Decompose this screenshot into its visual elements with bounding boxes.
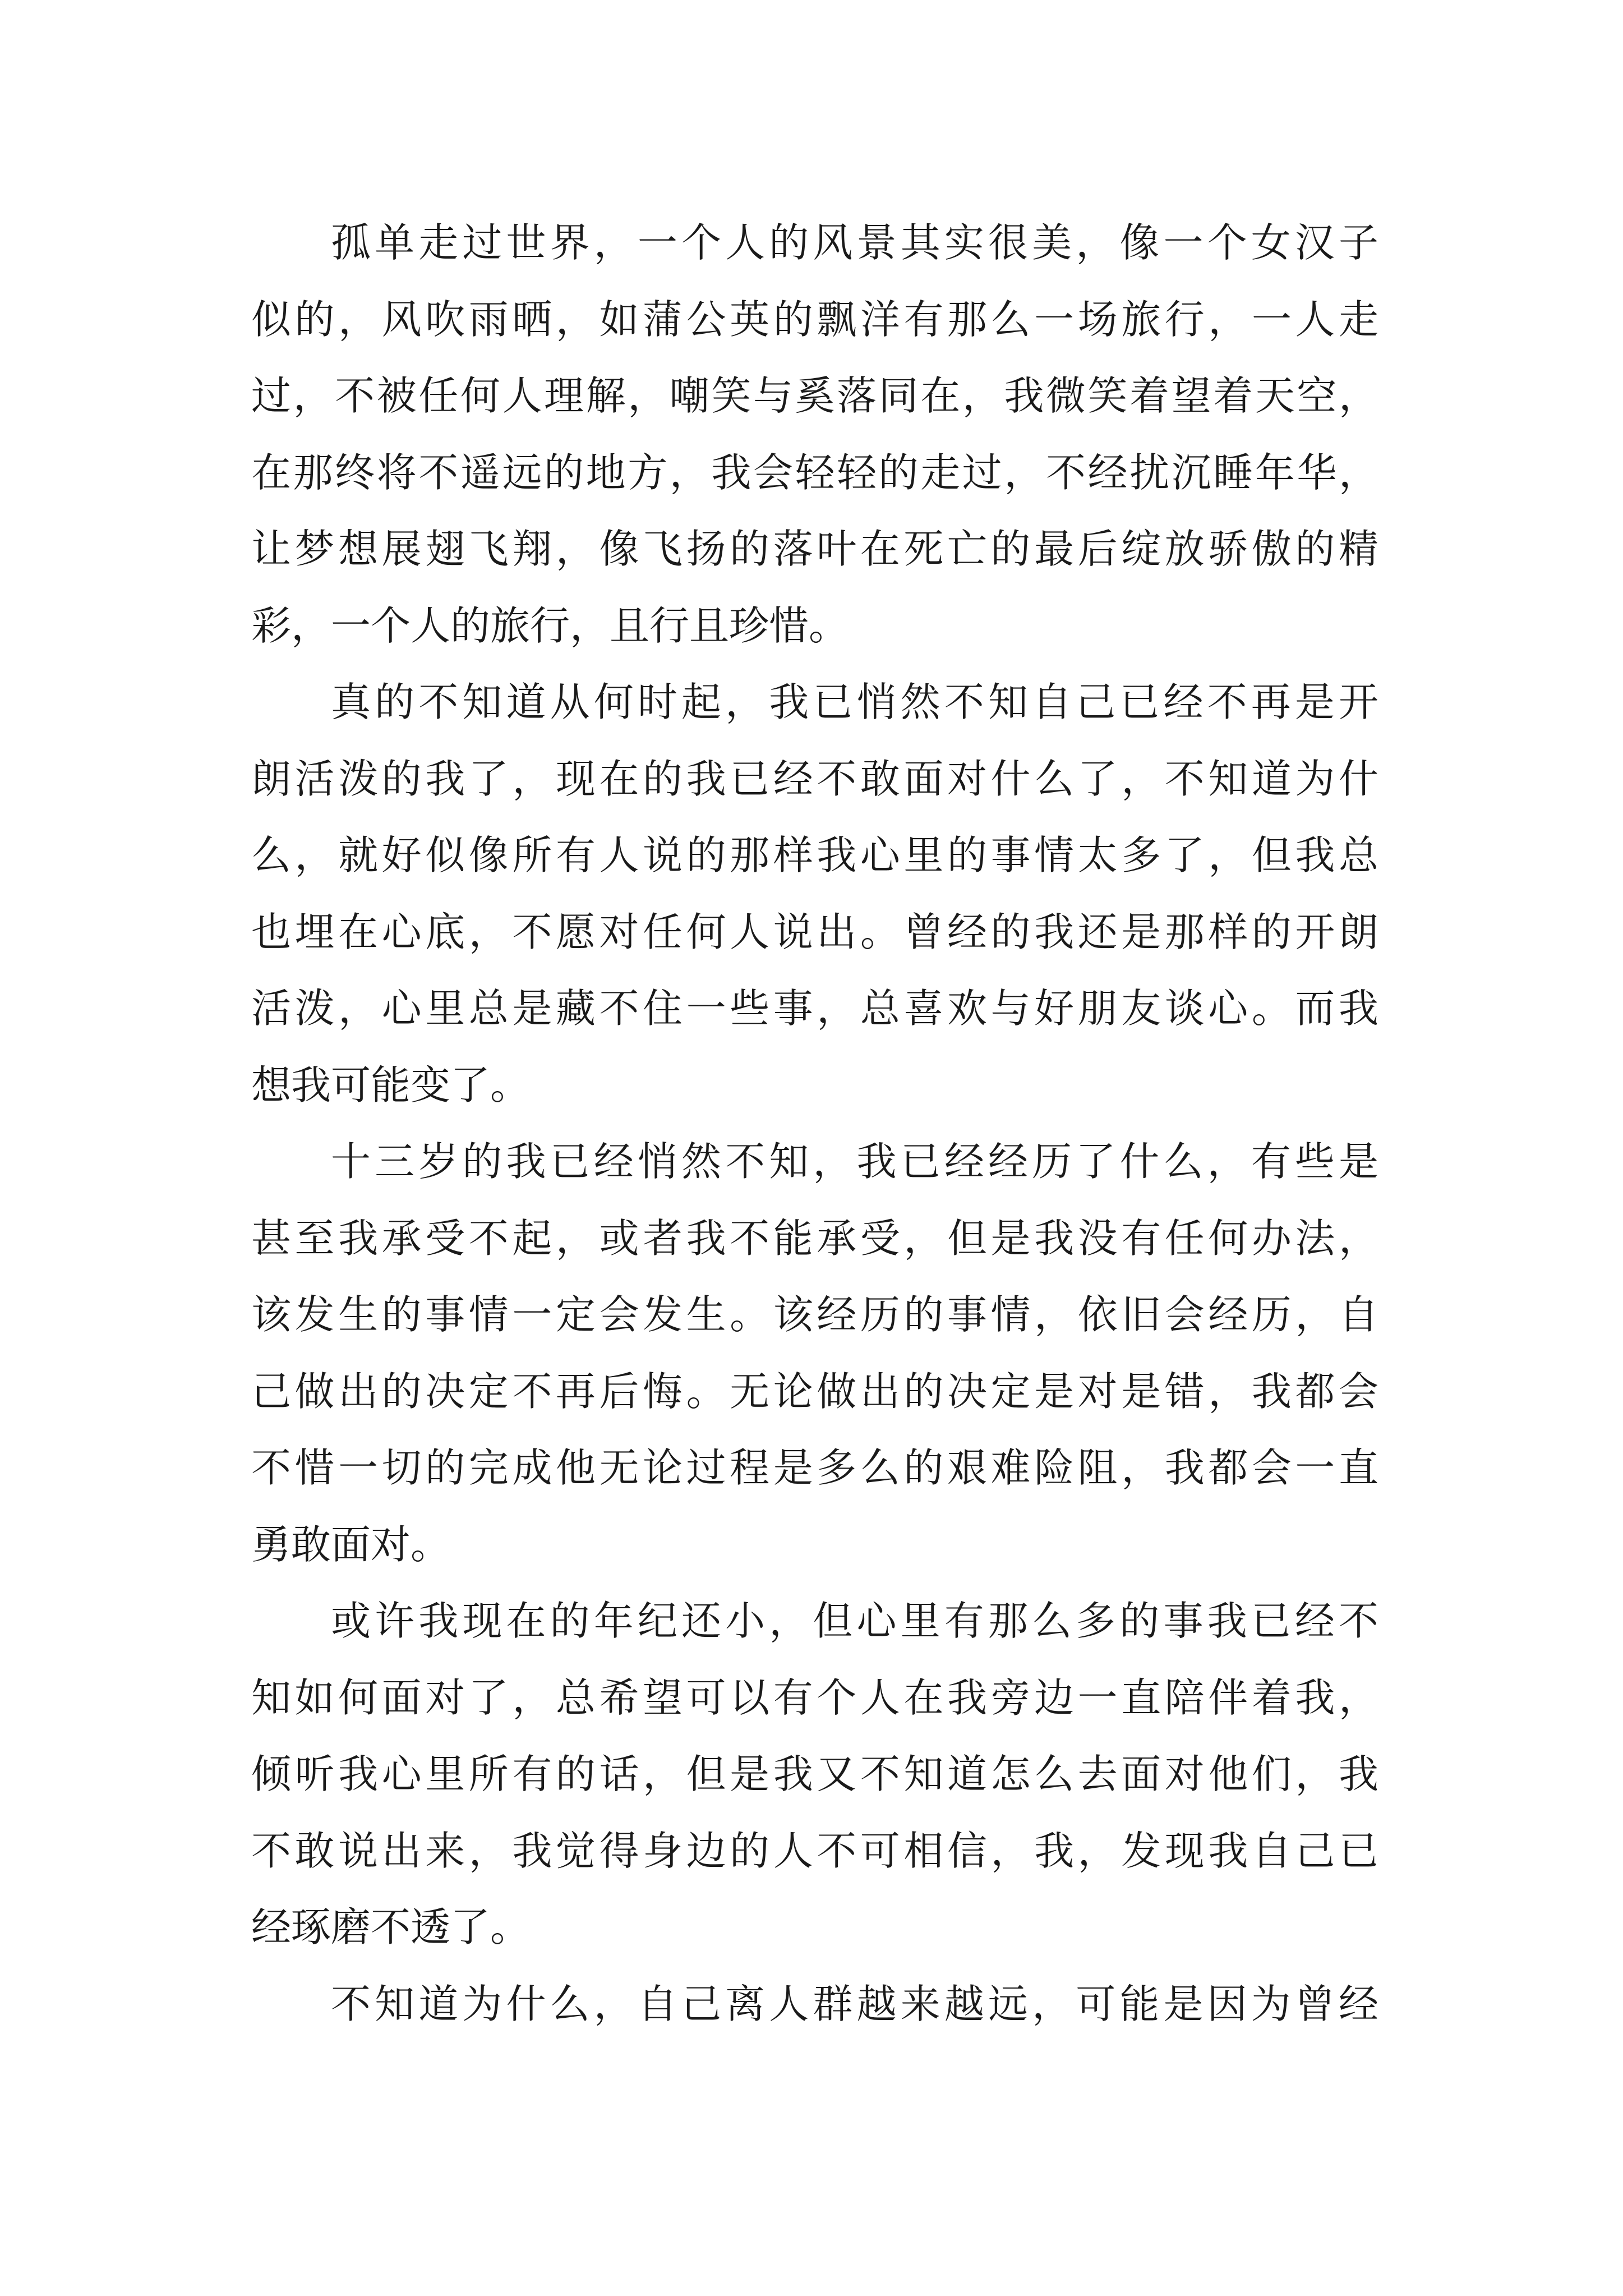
text-line: 不知道为什么，自己离人群越来越远，可能是因为曾经: [331, 1980, 1378, 2027]
text-line: 想我可能变了。: [251, 1061, 531, 1108]
text-line: 勇敢面对。: [251, 1521, 451, 1568]
text-line: 该发生的事情一定会发生。该经历的事情，依旧会经历，自: [251, 1291, 1378, 1338]
text-line: 倾听我心里所有的话，但是我又不知道怎么去面对他们，我: [251, 1751, 1378, 1797]
paragraph-2: [251, 664, 1378, 1124]
text-line: 似的，风吹雨晒，如蒲公英的飘洋有那么一场旅行，一人走: [251, 296, 1378, 343]
text-line: 过，不被任何人理解，嘲笑与奚落同在，我微笑着望着天空，: [251, 372, 1378, 419]
text-line: 不惜一切的完成他无论过程是多么的艰难险阻，我都会一直: [251, 1444, 1378, 1491]
text-line: 经琢磨不透了。: [251, 1904, 531, 1950]
text-line: 己做出的决定不再后悔。无论做出的决定是对是错，我都会: [251, 1368, 1378, 1415]
paragraph-4: [251, 1583, 1378, 1966]
text-line: 彩，一个人的旅行，且行且珍惜。: [251, 602, 849, 649]
text-line: 让梦想展翅飞翔，像飞扬的落叶在死亡的最后绽放骄傲的精: [251, 526, 1378, 572]
text-line: 活泼，心里总是藏不住一些事，总喜欢与好朋友谈心。而我: [251, 985, 1378, 1032]
paragraph-3: [251, 1124, 1378, 1583]
text-line: 真的不知道从何时起，我已悄然不知自己已经不再是开: [331, 679, 1378, 725]
text-line: 在那终将不遥远的地方，我会轻轻的走过，不经扰沉睡年华，: [251, 449, 1378, 496]
text-line: 知如何面对了，总希望可以有个人在我旁边一直陪伴着我，: [251, 1674, 1378, 1721]
text-line: 也埋在心底，不愿对任何人说出。曾经的我还是那样的开朗: [251, 908, 1378, 955]
paragraph-5: [251, 1966, 1378, 2043]
text-line: 孤单走过世界，一个人的风景其实很美，像一个女汉子: [331, 219, 1378, 266]
text-line: 或许我现在的年纪还小，但心里有那么多的事我已经不: [331, 1598, 1378, 1644]
text-line: 不敢说出来，我觉得身边的人不可相信，我，发现我自己已: [251, 1827, 1378, 1874]
text-line: 十三岁的我已经悄然不知，我已经经历了什么，有些是: [331, 1138, 1378, 1185]
text-line: 朗活泼的我了，现在的我已经不敢面对什么了，不知道为什: [251, 755, 1378, 802]
document-body: [251, 205, 1378, 2042]
paragraph-1: [251, 205, 1378, 664]
text-line: 甚至我承受不起，或者我不能承受，但是我没有任何办法，: [251, 1214, 1378, 1262]
text-line: 么，就好似像所有人说的那样我心里的事情太多了，但我总: [251, 832, 1378, 878]
